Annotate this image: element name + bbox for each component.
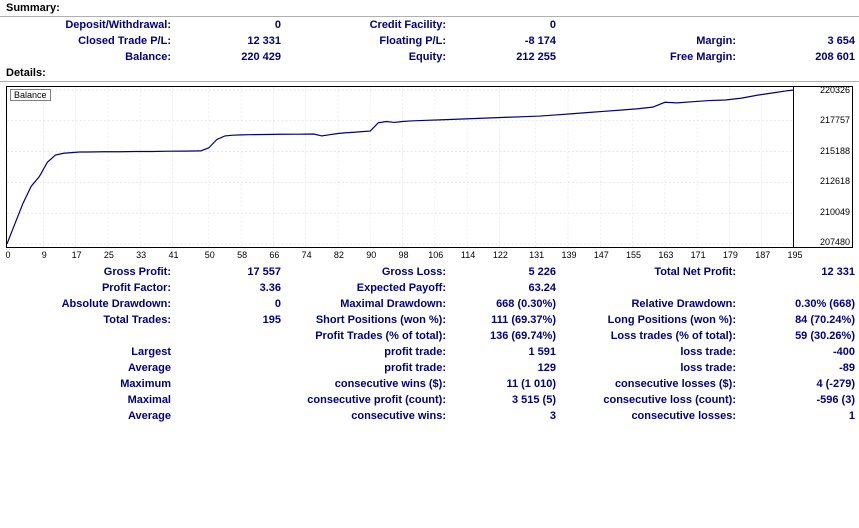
chart-x-tick: 131 (529, 250, 545, 260)
summary-value (740, 17, 859, 33)
chart-x-tick: 58 (237, 250, 248, 260)
details-label: Maximum (120, 378, 171, 390)
details-value: 11 (1 010) (506, 378, 556, 390)
details-value: 17 557 (247, 266, 281, 278)
summary-label: Margin: (696, 35, 736, 47)
chart-x-tick: 179 (722, 250, 738, 260)
details-value (175, 376, 285, 392)
summary-value: 212 255 (516, 51, 556, 63)
details-section-title: Details: (6, 67, 46, 79)
details-divider (0, 81, 859, 82)
details-label: loss trade: (680, 362, 736, 374)
summary-value: -8 174 (524, 35, 556, 47)
details-label: Total Trades: (103, 314, 171, 326)
details-value: 111 (69.37%) (491, 314, 556, 326)
summary-value: 220 429 (241, 51, 281, 63)
summary-label: Free Margin: (669, 51, 736, 63)
chart-y-tick: 220326 (819, 85, 850, 95)
table-row (0, 328, 859, 344)
details-value: 0.30% (668) (795, 298, 855, 310)
chart-x-tick: 82 (333, 250, 344, 260)
summary-value: 208 601 (815, 51, 855, 63)
summary-value: 0 (549, 19, 556, 31)
details-value (175, 392, 285, 408)
details-label: loss trade: (680, 346, 736, 358)
chart-x-tick: 98 (398, 250, 409, 260)
chart-plot-area (7, 87, 794, 247)
chart-x-tick: 9 (41, 250, 47, 260)
details-label: Gross Profit: (103, 266, 171, 278)
details-value: -400 (832, 346, 855, 358)
details-value: -596 (3) (816, 394, 855, 406)
details-label: consecutive profit (count): (307, 394, 446, 406)
details-label: Relative Drawdown: (631, 298, 736, 310)
details-value: 195 (262, 314, 281, 326)
details-value: 668 (0.30%) (496, 298, 556, 310)
chart-y-tick: 217757 (819, 115, 850, 126)
details-value (740, 280, 859, 296)
balance-chart (6, 86, 853, 248)
details-label: Maximal (127, 394, 171, 406)
table-row (0, 49, 859, 65)
chart-x-tick: 0 (5, 250, 11, 260)
summary-label: Floating P/L: (379, 35, 446, 47)
chart-x-tick: 90 (366, 250, 377, 260)
table-row (0, 264, 859, 280)
details-label: Gross Loss: (381, 266, 446, 278)
details-label: Short Positions (won %): (315, 314, 446, 326)
details-value (175, 408, 285, 424)
details-value (175, 360, 285, 376)
summary-value: 3 654 (827, 35, 855, 47)
table-row (0, 408, 859, 424)
chart-x-tick: 41 (168, 250, 179, 260)
details-value: 3 (549, 410, 556, 422)
summary-value: 0 (274, 19, 281, 31)
details-label (0, 328, 175, 344)
summary-section-title: Summary: (6, 2, 60, 14)
chart-x-tick: 17 (71, 250, 82, 260)
details-value: 0 (274, 298, 281, 310)
details-label: Expected Payoff: (356, 282, 446, 294)
details-value: 1 (848, 410, 855, 422)
chart-x-tick: 139 (561, 250, 577, 260)
details-value: 129 (537, 362, 556, 374)
details-value: 12 331 (821, 266, 855, 278)
details-value (175, 328, 285, 344)
table-row (0, 280, 859, 296)
details-label: Maximal Drawdown: (340, 298, 446, 310)
details-label: Average (127, 410, 171, 422)
details-value: 4 (-279) (816, 378, 855, 390)
chart-y-tick: 215188 (819, 145, 850, 156)
summary-label: Balance: (125, 51, 171, 63)
details-value: -89 (839, 362, 855, 374)
details-value: 63.24 (528, 282, 556, 294)
details-label: Profit Trades (% of total): (315, 330, 446, 342)
chart-x-tick: 122 (492, 250, 508, 260)
details-label: consecutive wins: (351, 410, 446, 422)
summary-label (560, 17, 740, 33)
details-label: Average (127, 362, 171, 374)
chart-x-tick: 74 (301, 250, 312, 260)
details-label: consecutive loss (count): (603, 394, 736, 406)
chart-x-tick: 114 (460, 250, 476, 260)
summary-label: Closed Trade P/L: (78, 35, 171, 47)
details-value: 5 226 (528, 266, 556, 278)
table-row (0, 17, 859, 33)
details-value: 1 591 (528, 346, 556, 358)
summary-table (0, 17, 859, 65)
details-label: Total Net Profit: (654, 266, 736, 278)
details-value (175, 344, 285, 360)
summary-label: Equity: (408, 51, 446, 63)
details-value: 3.36 (259, 282, 281, 294)
details-table (0, 264, 859, 424)
chart-gridlines (7, 87, 794, 247)
chart-y-tick: 210049 (819, 206, 850, 217)
chart-x-tick: 171 (690, 250, 706, 260)
chart-x-tick: 106 (428, 250, 444, 260)
chart-y-tick: 212618 (819, 176, 850, 187)
table-row (0, 360, 859, 376)
chart-line-balance (7, 90, 794, 244)
chart-x-tick: 195 (787, 250, 803, 260)
details-label: Profit Factor: (101, 282, 171, 294)
chart-x-tick: 187 (755, 250, 771, 260)
details-label: profit trade: (384, 362, 446, 374)
chart-svg (7, 87, 794, 247)
details-label: consecutive losses ($): (614, 378, 736, 390)
summary-value: 12 331 (247, 35, 281, 47)
chart-x-axis (6, 250, 853, 264)
details-value: 59 (30.26%) (795, 330, 855, 342)
chart-y-axis (793, 87, 852, 247)
details-value: 136 (69.74%) (489, 330, 556, 342)
table-row (0, 312, 859, 328)
chart-x-tick: 147 (593, 250, 609, 260)
details-value: 3 515 (5) (511, 394, 556, 406)
summary-label: Credit Facility: (369, 19, 446, 31)
details-label: Loss trades (% of total): (610, 330, 736, 342)
chart-x-tick: 155 (626, 250, 642, 260)
summary-label: Deposit/Withdrawal: (65, 19, 171, 31)
chart-x-tick: 50 (204, 250, 215, 260)
table-row (0, 392, 859, 408)
details-label: consecutive wins ($): (334, 378, 446, 390)
chart-y-tick: 207480 (819, 237, 850, 247)
details-label: profit trade: (384, 346, 446, 358)
details-label: Absolute Drawdown: (61, 298, 171, 310)
details-label: Long Positions (won %): (607, 314, 736, 326)
table-row (0, 376, 859, 392)
chart-x-tick: 25 (103, 250, 114, 260)
details-label (560, 280, 740, 296)
chart-x-tick: 66 (269, 250, 280, 260)
chart-legend-balance: Balance (10, 89, 51, 101)
details-label: Largest (131, 346, 171, 358)
chart-x-tick: 163 (658, 250, 674, 260)
table-row (0, 344, 859, 360)
details-value: 84 (70.24%) (795, 314, 855, 326)
chart-x-tick: 33 (136, 250, 147, 260)
details-label: consecutive losses: (631, 410, 736, 422)
table-row (0, 296, 859, 312)
table-row (0, 33, 859, 49)
